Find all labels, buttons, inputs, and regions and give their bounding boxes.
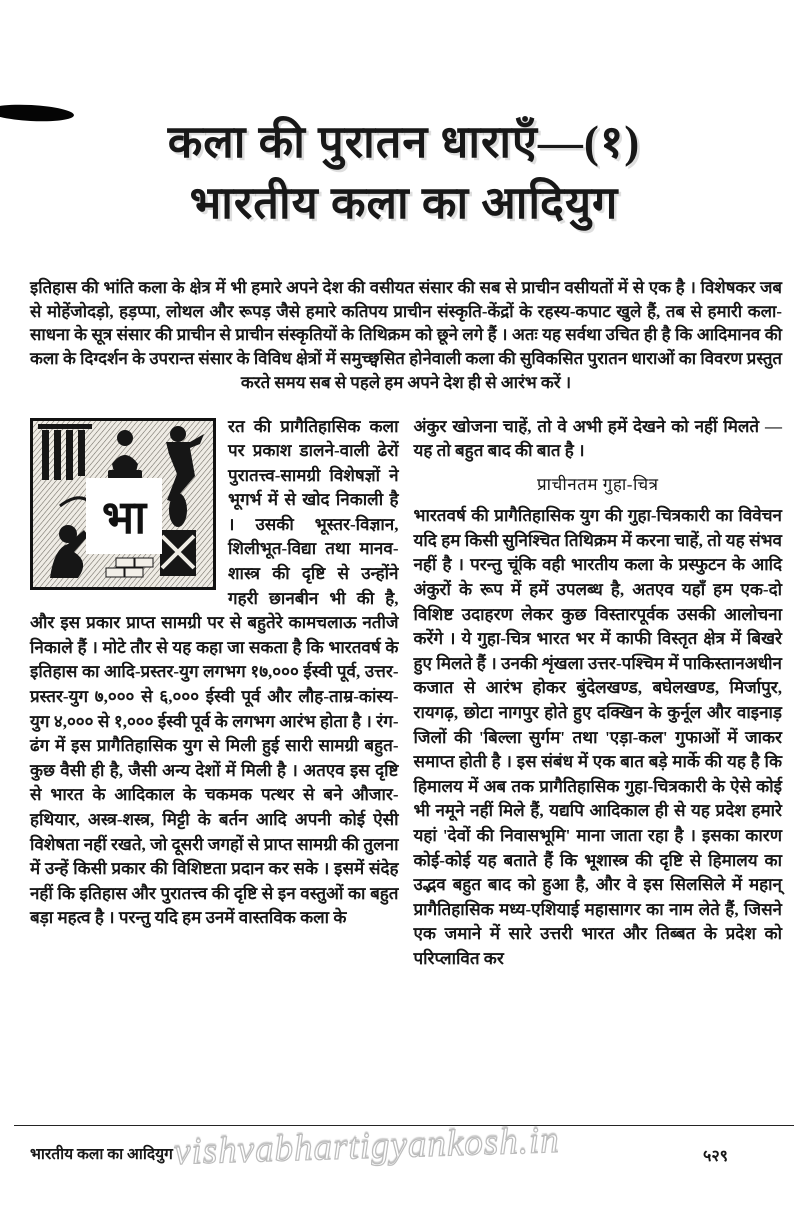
- page-title-line-2: भारतीय कला का आदियुग: [189, 178, 619, 228]
- footer-divider-rule: [14, 1125, 794, 1126]
- footer-running-title: भारतीय कला का आदियुग: [30, 1146, 173, 1163]
- page-title: [0, 112, 808, 234]
- scanned-book-page: [0, 112, 808, 1212]
- two-column-text-area: [30, 415, 782, 972]
- woodcut-illustration: [30, 418, 216, 590]
- right-column: [414, 415, 783, 972]
- left-column-text: रत की प्रागैतिहासिक कला पर प्रकाश डालने-वाली ढेरों पुरातत्त्व-सामग्री विशेषज्ञों ने भूगर्भ में से खोद निकाली है । उसकी भूस्तर-विज्ञान, शिलीभूत-विद्या तथा मानव-शास्त्र की दृष्टि से उन्होंने गहरी छानबीन भी की है, और इस प्रकार प्राप्त सामग्री पर से बहुतेरे कामचलाऊ नतीजे निकाले हैं । मोटे तौर से यह कहा जा सकता है कि भारतवर्ष के इतिहास का आदि-प्रस्तर-युग लगभग १७,००० ईस्वी पूर्व, उत्तर-प्रस्तर-युग ७,००० से ६,००० ईस्वी पूर्व और लौह-ताम्र-कांस्य-युग ४,००० से १,००० ईस्वी पूर्व के लगभग आरंभ होता है । रंग-ढंग में इस प्रागैतिहासिक युग से मिली हुई सारी सामग्री बहुत-कुछ वैसी ही है, जैसी अन्य देशों में मिली है । अतएव इस दृष्टि से भारत के आदिकाल के चकमक पत्थर से बने औजार-हथियार, अस्त्र-शस्त्र, मिट्टी के बर्तन आदि अपनी कोई ऐसी विशेषता नहीं रखते, जो दूसरी जगहों से प्राप्त सामग्री की तुलना में उन्हें किसी प्रकार की विशिष्टता प्रदान कर सके । इसमें संदेह नहीं कि इतिहास और पुरातत्त्व की दृष्टि से इन वस्तुओं का बहुत बड़ा महत्व है । परन्तु यदि हम उनमें वास्तविक कला के: [30, 416, 399, 928]
- right-column-paragraph-1: अंकुर खोजना चाहें, तो वे अभी हमें देखने को नहीं मिलते — यह तो बहुत बाद की बात है ।: [413, 416, 782, 461]
- site-watermark: vishvabhartigyankosh.in: [173, 1119, 561, 1174]
- page-number: ५२९: [703, 1148, 728, 1165]
- intro-paragraph: इतिहास की भांति कला के क्षेत्र में भी हमारे अपने देश की वसीयत संसार की सब से प्राचीन वसीयतों में से एक है । विशेषकर जब से मोहेंजोदड़ो, हड़प्पा, लोथल और रूपड़ जैसे हमारे कतिपय प्राचीन संस्कृति-केंद्रों के रहस्य-कपाट खुले हैं, तब से हमारी कला-साधना के सूत्र संसार की प्राचीन से प्राचीन संस्कृतियों के तिथिक्रम को छूने लगे हैं । अतः यह सर्वथा उचित ही है कि आदिमानव की कला के दिग्दर्शन के उपरान्त संसार के विविध क्षेत्रों में समुच्छ्वसित होनेवाली कला की सुविकसित पुरातन धाराओं का विवरण प्रस्तुत करते समय सब से पहले हम अपने देश ही से आरंभ करें ।: [30, 278, 782, 392]
- page-title-line-1: कला की पुरातन धाराएँ—(१): [167, 117, 641, 167]
- page-footer: [30, 1142, 808, 1172]
- dropcap-letter: भा: [101, 491, 147, 543]
- right-column-paragraph-2: भारतवर्ष की प्रागैतिहासिक युग की गुहा-चित्रकारी का विवेचन यदि हम किसी सुनिश्चित तिथिक्रम में करना चाहें, तो यह संभव नहीं है । परन्तु चूंकि वही भारतीय कला के प्रस्फुटन के आदि अंकुरों के रूप में हमें उपलब्ध है, अतएव यहाँ हम एक-दो विशिष्ट उदाहरण लेकर कुछ विस्तारपूर्वक उसकी आलोचना करेंगे । ये गुहा-चित्र भारत भर में काफी विस्तृत क्षेत्र में बिखरे हुए मिलते हैं । उनकी शृंखला उत्तर-पश्चिम में पाकिस्तानअधीन कजात से आरंभ होकर बुंदेलखण्ड, बघेलखण्ड, मिर्जापुर, रायगढ़, छोटा नागपुर होते हुए दक्खिन के कुर्नूल और वाइनाड़ जिलों की 'बिल्ला सुर्गम' तथा 'एड़ा-कल' गुफाओं में जाकर समाप्त होती है । इस संबंध में एक बात बड़े मार्के की यह है कि हिमालय में अब तक प्रागैतिहासिक गुहा-चित्रकारी के ऐसे कोई भी नमूने नहीं मिले हैं, यद्यपि आदिकाल ही से यह प्रदेश हमारे यहां 'देवों की निवासभूमि' माना जाता रहा है । इसका कारण कोई-कोई यह बताते हैं कि भूशास्त्र की दृष्टि से हिमालय का उद्भव बहुत बाद को हुआ है, और वे इस सिलसिले में महान् प्रागैतिहासिक मध्य-एशियाई महासागर का नाम लेते हैं, जिसने एक जमाने में सारे उत्तरी भारत और तिब्बत के प्रदेश को परिप्लावित कर: [413, 506, 782, 968]
- woodcut-vignette-image: [30, 418, 216, 590]
- left-column: [30, 415, 399, 972]
- section-subheading: प्राचीनतम गुहा-चित्र: [536, 474, 659, 494]
